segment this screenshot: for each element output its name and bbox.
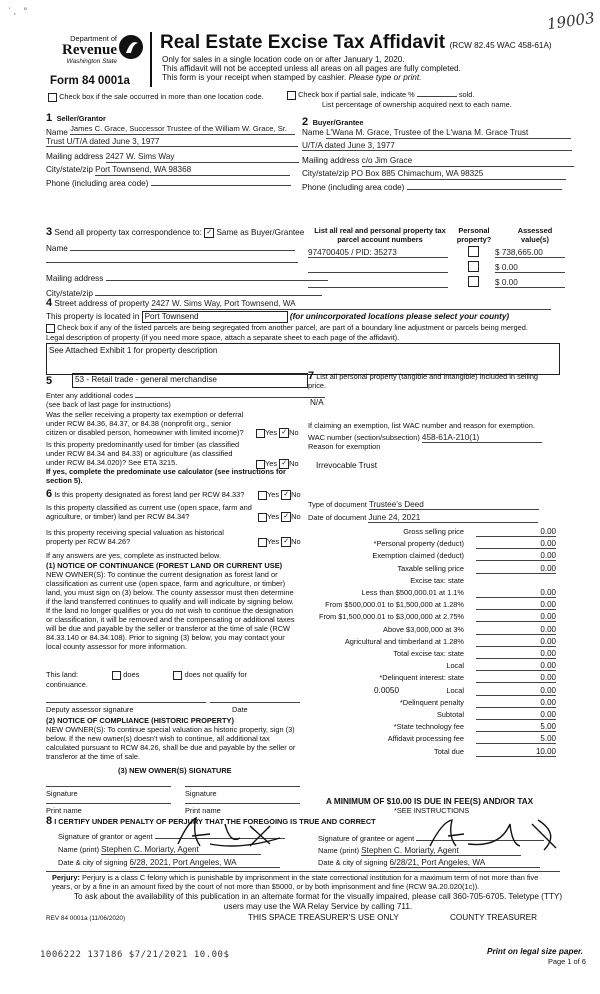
header-note-3b: Please type or print. [348,73,422,82]
seller-name-field[interactable]: James C. Grace, Successor Trustee of the William W. Grace, Sr. [70,124,295,135]
tax-row-label: Less than $500,000.01 at 1.1% [361,588,464,597]
tax-row [310,673,556,684]
tax-row-label: Gross selling price [403,527,464,536]
parcel-number[interactable]: 974700405 / PID: 35273 [308,248,448,258]
wac-label: WAC number (section/subsection) [308,433,420,442]
tax-row-label: Subtotal [436,710,464,719]
doc-date-row [308,513,538,523]
perjury-label: Perjury: [52,873,80,882]
section-5-number: 5 [46,375,53,387]
corr-name-row [46,242,295,254]
tax-row [310,722,556,733]
personal-checkbox[interactable] [468,246,479,257]
correspondence-row [46,227,304,238]
seller-phone-field[interactable] [151,185,291,186]
perjury-text: Perjury is a class C felony which is punishable by imprisonment in the state correctional institution for a maximum term of not more than five years, or by a fine in an amount fixed by the court of not more than $5000, or by both imprisonment and fine (RCW 9A.20.020(1c)). [52,873,539,891]
yes-label: Yes [267,490,280,499]
forest-yes-checkbox[interactable] [258,491,267,500]
historic-question: Is this property receiving special valuation as historical property per RCW 84.26? [46,528,224,546]
personal-property-label: List all personal property (tangible and intangible) included in selling price. [308,372,539,390]
partial-sale-checkbox[interactable] [287,91,296,100]
seller-city-field[interactable]: Port Townsend, WA 98368 [95,165,290,176]
buyer-city-label: City/state/zip [302,169,349,178]
tax-row [310,612,556,623]
qualify-row [46,670,298,680]
grantor-date-label: Date & city of signing [58,858,128,867]
revision-number: REV 84 0001a (11/06/2020) [46,915,126,922]
if-yes-note: If any answers are yes, complete as instructed below. [46,551,221,560]
does-label: does [123,670,140,679]
tax-row-label: Exemption claimed (deduct) [372,551,464,561]
logo-state: Washington State [66,58,117,65]
grantee-date-label: Date & city of signing [318,858,388,867]
tax-row-label: Affidavit processing fee [387,734,464,744]
owner-print-line[interactable] [46,803,171,804]
street-label: Street address of property [54,299,150,308]
seller-name-line2[interactable]: Trust U/T/A dated June 3, 1977 [46,137,298,147]
current-use-no-checkbox[interactable]: ✓ [281,512,291,522]
tax-row-value[interactable]: 0.00 [476,564,556,574]
continuance-label: continuance. [46,680,88,689]
yes-label: Yes [267,537,280,546]
tax-row-label: Agricultural and timberland at 1.28% [344,636,464,646]
corr-mailing-row [46,272,328,284]
assessed-value[interactable]: $ 0.00 [495,278,565,288]
print-name-label-2: Print name [185,806,221,815]
same-as-buyer-checkbox[interactable]: ✓ [204,228,214,238]
exemption-no-checkbox[interactable]: ✓ [279,428,289,438]
tax-row [310,588,556,599]
grantee-date-row [318,858,540,868]
form-number: Form 84 0001a [50,75,130,87]
certify-label: I CERTIFY UNDER PENALTY OF PERJURY THAT THE FOREGOING IS TRUE AND CORRECT [54,817,376,826]
doc-date-field[interactable]: June 24, 2021 [368,513,538,523]
tax-row-value[interactable]: 0.00 [476,600,556,610]
personal-checkbox[interactable] [468,276,479,287]
seller-mailing-field[interactable]: 2427 W. Sims Way [106,152,299,163]
exemption-yes-no [256,428,299,438]
tax-row-label: Taxable selling price [397,563,464,573]
deputy-signature-line[interactable] [46,702,206,703]
buyer-heading-label: Buyer/Grantee [312,118,364,127]
corr-mailing-field[interactable] [106,272,328,281]
timber-question: Is this property predominantly used for timber (as classified under RCW 84.34 and 84.33) or agriculture (as classified under RCW 84.34.020)? See ETA 3215. [46,440,240,467]
corr-mailing-label: Mailing address [46,274,104,283]
grantee-sig-label: Signature of grantee or agent [318,834,415,843]
header-note-3 [162,73,421,83]
tax-row [310,637,556,648]
grantor-date-field[interactable]: 6/28, 2021, Port Angeles, WA [130,858,280,868]
tax-row [310,747,556,758]
ownership-note: List percentage of ownership acquired next to each name. [322,100,512,109]
unincorporated-note: (for unincorporated locations please select your county) [289,312,510,321]
partial-sale-label: Check box if partial sale, indicate % [298,90,415,99]
revenue-logo-icon [118,34,144,60]
multi-location-label: Check box if the sale occurred in more than one location code. [59,92,264,101]
grantee-name-label: Name (print) [318,846,360,855]
located-label: This property is located in [46,312,140,321]
tax-row-label: Total due [434,746,464,756]
historic-no-checkbox[interactable]: ✓ [281,537,291,547]
minimum-due-note: A MINIMUM OF $10.00 IS DUE IN FEE(S) AND/OR TAX [326,797,534,806]
buyer-phone-field[interactable] [407,189,562,190]
tax-row [310,625,556,636]
tax-row-value[interactable]: 0.00 [476,588,556,598]
logo-revenue: Revenue [62,42,117,58]
grantee-name-field[interactable]: Stephen C. Moriarty, Agent [361,846,521,856]
seller-phone-row [46,179,291,189]
tax-row-value[interactable]: 0.00 [476,612,556,622]
local-rate[interactable]: 0.0050 [374,686,400,695]
tax-row [310,649,556,660]
grantor-sig-label: Signature of grantor or agent [58,832,153,841]
reason-field[interactable]: Irrevocable Trust [316,461,377,470]
logo-dept: Department of [70,34,117,43]
tax-row-label: From $1,500,000.01 to $3,000,000 at 2.75% [318,612,464,622]
seller-city-label: City/state/zip [46,165,93,174]
seller-heading-label: Seller/Grantor [56,114,106,123]
notice-continuance-title: (1) NOTICE OF CONTINUANCE (FOREST LAND OR CURRENT USE) [46,561,283,570]
see-instructions: *SEE INSTRUCTIONS [394,806,470,815]
segregated-row [46,323,528,333]
new-owner-sig-title: (3) NEW OWNER(S) SIGNATURE [118,766,232,775]
cashier-stamp: 1006222 137186 $7/21/2021 10.00$ [40,950,230,960]
section-7-number: 7 [308,370,315,382]
section-4-number: 4 [46,297,53,309]
location-select[interactable]: Port Townsend [142,311,288,323]
street-field[interactable]: 2427 W. Sims Way, Port Townsend, WA [151,299,551,310]
page-number: Page 1 of 6 [548,957,586,966]
seller-phone-label: Phone (including area code) [46,179,149,188]
yes-label: Yes [267,512,280,521]
tax-row-value[interactable]: 0.00 [476,625,556,635]
buyer-name-line2[interactable]: U/T/A dated June 3, 1977 [302,141,572,151]
no-label: No [289,459,299,468]
tax-row-value[interactable]: 0.00 [476,527,556,537]
handwritten-number: 19003 [545,8,596,34]
exemption-yes-checkbox[interactable] [256,429,265,438]
rcw-reference: (RCW 82.45 WAC 458-61A) [449,41,552,50]
tax-row-value[interactable]: 0.00 [476,649,556,659]
additional-codes-row [46,391,325,400]
doc-date-label: Date of document [308,513,367,522]
deputy-date-line[interactable] [210,702,300,703]
form-title-row [160,32,552,54]
forest-yes-no [258,490,301,500]
tax-row-value[interactable]: 0.00 [476,698,556,708]
dor-logo [45,34,117,66]
notice-compliance-title: (2) NOTICE OF COMPLIANCE (HISTORIC PROPERTY) [46,716,234,725]
corner-marks: ʿ , ° [8,6,28,16]
seller-city-row [46,165,290,176]
parcel-heading: List all real and personal property tax parcel account numbers [314,226,446,244]
section-8-number: 8 [46,815,53,827]
buyer-phone-row [302,183,562,193]
see-back-note: (see back of last page for instructions) [46,400,171,409]
header-note-3a: This form is your receipt when stamped by cashier. [162,73,347,82]
owner-signature-line-2[interactable] [185,786,300,787]
partial-sale-percent[interactable] [417,96,457,97]
wac-field[interactable]: 458-61A-210(1) [422,433,542,443]
doc-type-label: Type of document [308,500,367,509]
grantor-name-label: Name (print) [58,845,100,854]
legal-paper-note: Print on legal size paper. [487,947,584,956]
yes-label: Yes [265,428,278,437]
tax-row [310,600,556,611]
current-use-question: Is this property classified as current use (open space, farm and agriculture, or timber) land per RCW 84.34? [46,503,252,521]
historic-yes-no [258,537,301,547]
does-not-checkbox[interactable] [173,671,182,680]
tax-row [310,710,556,721]
multi-location-row [48,92,264,102]
form-title: Real Estate Excise Tax Affidavit [160,32,446,53]
doc-type-field[interactable]: Trustee's Deed [369,500,539,510]
tax-row [310,661,556,672]
header-divider [150,32,152,87]
segregated-checkbox[interactable] [46,324,55,333]
deputy-date-label: Date [232,705,248,714]
parcel-number[interactable] [308,263,448,273]
tax-row-value[interactable]: 0.00 [476,686,556,696]
tax-row-value[interactable]: 5.00 [476,722,556,732]
tax-row-label: *Delinquent interest: state [379,673,464,683]
buyer-mailing-row [302,156,574,167]
tax-row-value[interactable]: 0.00 [476,710,556,720]
section-3-number: 3 [46,226,53,238]
seller-name-row [46,124,298,138]
seller-name-label: Name [46,128,68,137]
section-2-number: 2 [302,116,309,128]
tax-row-label: Local [446,685,464,695]
predominate-note: If yes, complete the predominate use calculator (see instructions for section 5). [46,467,286,485]
tax-row [310,686,556,697]
corr-name-field[interactable] [70,242,295,251]
tax-row [310,576,556,587]
personal-heading: Personal property? [456,226,492,244]
historic-yes-checkbox[interactable] [258,538,267,547]
location-row [46,311,509,323]
personal-checkbox[interactable] [468,261,479,272]
legal-description-box[interactable]: See Attached Exhibit 1 for property description [46,343,560,375]
header-note-1: Only for sales in a single location code on or after January 1, 2020. [162,55,405,64]
current-use-yes-checkbox[interactable] [258,513,267,522]
grantor-date-row [58,858,280,868]
exemption-text: If claiming an exemption, list WAC number and reason for exemption. [308,421,535,430]
tax-row-value[interactable]: 0.00 [476,551,556,561]
buyer-name-field[interactable]: L'Wana M. Grace, Trustee of the L'wana M. Grace Trust [326,128,571,139]
tax-row-label: Local [446,661,464,671]
tax-row-label: Above $3,000,000 at 3% [383,624,464,634]
tax-row [310,527,556,538]
buyer-mailing-field[interactable]: c/o Jim Grace [362,156,574,167]
tax-row-value[interactable]: 0.00 [476,539,556,549]
does-checkbox[interactable] [112,671,121,680]
exemption-question: Was the seller receiving a property tax exemption or deferral under RCW 84.36, 84.37, or 84.38 (nonprofit org., senior citizen or disabled person, homeowner with limited income)? [46,410,244,437]
footer-divider [46,871,560,872]
buyer-phone-label: Phone (including area code) [302,183,405,192]
tax-row [310,564,556,575]
tax-row-label: *State technology fee [393,722,464,732]
no-label: No [289,428,299,437]
header-note-2: This affidavit will not be accepted unless all areas on all pages are fully completed. [162,64,461,73]
additional-codes-field[interactable] [135,397,325,398]
tax-row-label: *Personal property (deduct) [373,539,464,549]
grantor-name-field[interactable]: Stephen C. Moriarty, Agent [101,845,261,855]
does-not-label: does not qualify for [184,670,247,679]
tax-row-value[interactable]: 0.00 [476,661,556,671]
multi-location-checkbox[interactable] [48,93,57,102]
corr-name-label: Name [46,244,68,253]
treasurer-use-only: THIS SPACE TREASURER'S USE ONLY [248,913,399,922]
seller-mailing-row [46,152,299,163]
notice-continuance-text: NEW OWNER(S): To continue the current designation as forest land or classification as current use (open space, farm and agriculture, or timber) land, you must sign on (3) below. The county assessor must then determine if the land transferred continues to qualify and will indicate by signing below. If the land no longer qualifies or you do not wish to continue the designation or classification, it will be removed and the compensating or additional taxes will be due and payable by the seller or transferor at the time of sale (RCW 84.33.140 or 84.34.108). Prior to signing (3) below, you may contact your local county assessor for more information. [46,570,295,651]
owner-print-line-2[interactable] [185,803,300,804]
sold-label: sold. [458,90,475,99]
tax-row-label: Total excise tax: state [393,649,464,658]
grantee-name-row [318,846,521,856]
tax-row [310,698,556,709]
perjury-note [52,873,557,891]
reason-label: Reason for exemption [308,442,381,451]
section-1-number: 1 [46,112,53,124]
tax-row [310,551,556,562]
tax-row-value[interactable]: 0.00 [476,673,556,683]
assessed-value[interactable]: $ 738,665.00 [495,248,565,258]
tax-row-label: Excise tax: state [410,575,464,585]
tax-row-label: *Delinquent penalty [399,697,464,707]
buyer-city-field[interactable]: PO Box 885 Chimachum, WA 98325 [351,169,566,180]
additional-codes-label: Enter any additional codes [46,391,134,400]
personal-property-row [308,372,558,390]
doc-type-row [308,500,539,510]
corr-city-label: City/state/zip [46,289,93,298]
notice-compliance-text: NEW OWNER(S): To continue special valuation as historic property, sign (3) below. If the new owner(s) doesn't wish to continue, all additional tax calculated pursuant to RCW 84.26, shall be due and payable by the seller or transferor at the time of sale. [46,725,296,761]
no-label: No [291,537,301,546]
signature-label-2: Signature [185,789,217,798]
alt-format-note: To ask about the availability of this publication in an alternate format for the visually impaired, please call 360-705-6705. Teletype (TTY) users may use the WA Relay Service by calling 711. [73,892,563,911]
buyer-name-label: Name [302,128,324,137]
forest-no-checkbox[interactable]: ✓ [281,490,291,500]
seller-mailing-label: Mailing address [46,152,104,161]
tax-row [310,539,556,550]
buyer-city-row [302,169,566,180]
assessed-value[interactable]: $ 0.00 [495,263,565,273]
tax-row [310,734,556,745]
use-code-select[interactable]: 53 - Retail trade - general merchandise [72,373,308,388]
this-land-label: This land: [46,670,79,679]
buyer-mailing-label: Mailing address [302,156,360,165]
tax-row-value[interactable]: 5.00 [476,734,556,744]
print-name-label: Print name [46,806,82,815]
legal-desc-label: Legal description of property (if you need more space, attach a separate sheet to each page of the affidavit). [46,333,400,342]
corr-city-field[interactable] [95,287,322,296]
parcel-number[interactable] [308,278,448,288]
forest-question: Is this property designated as forest land per RCW 84.33? [54,490,245,499]
buyer-name-row [302,128,571,139]
tax-row-label: From $500,000.01 to $1,500,000 at 1.28% [325,600,464,610]
signature-label: Signature [46,789,78,798]
corr-name-line2[interactable] [46,262,298,263]
partial-sale-row [287,90,474,100]
county-treasurer: COUNTY TREASURER [450,913,538,922]
correspondence-label: Send all property tax correspondence to: [54,228,202,237]
tax-row-value[interactable]: 10.00 [476,747,556,757]
yes-label: Yes [265,459,278,468]
assessed-heading: Assessed value(s) [517,226,553,244]
grantee-date-field[interactable]: 6/28/21, Port Angeles, WA [390,858,540,868]
timber-no-checkbox[interactable]: ✓ [279,459,289,469]
same-as-buyer-label: Same as Buyer/Grantee [216,228,305,237]
no-label: No [291,512,301,521]
tax-row-value[interactable]: 0.00 [476,637,556,647]
personal-property-value[interactable]: N/A [310,398,324,407]
owner-signature-line[interactable] [46,786,171,787]
no-label: No [291,490,301,499]
deputy-label: Deputy assessor signature [46,705,134,714]
grantor-name-row [58,845,261,855]
segregated-label: Check box if any of the listed parcels are being segregated from another parcel, are part of a boundary line adjustment or parcels being merged. [57,323,528,332]
street-row [46,298,551,310]
section-6-number: 6 [46,488,53,500]
current-use-yes-no [258,512,301,522]
